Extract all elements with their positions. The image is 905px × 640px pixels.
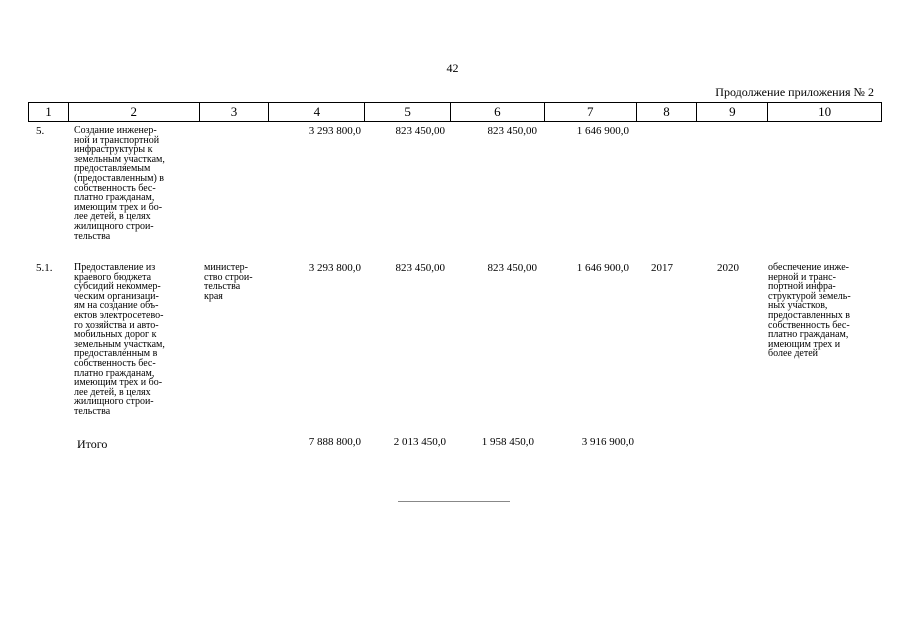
row-executor: министер- ство строи- тельства края bbox=[204, 262, 253, 302]
end-rule bbox=[398, 501, 510, 502]
header-col-8: 8 bbox=[637, 103, 698, 121]
row-description: Предоставление из краевого бюджета субсидий некоммер- ческим организаци- ям на создание объ- ектов электросетево- го хозяйства и авто- мобильных дорог к земельным участкам, предоставленным в собственность бес- платно гражданам, имеющим трех и бо- лее детей, в целях жилищного строи- тельства bbox=[74, 262, 165, 417]
row-end-year: 2020 bbox=[717, 262, 739, 274]
continuation-label: Продолжение приложения № 2 bbox=[715, 85, 874, 99]
row-expected-result: обеспечение инже- нерной и транс- портной инфра- структурой земель- ных участков, предоставленных в собственность бес- платно гражданам, имеющим трех и более детей bbox=[768, 262, 851, 360]
row-amount-year-1: 823 450,00 bbox=[395, 262, 445, 274]
header-col-6: 6 bbox=[451, 103, 545, 121]
total-amount-year-3: 3 916 900,0 bbox=[581, 436, 634, 448]
header-col-4: 4 bbox=[269, 103, 365, 121]
header-col-5: 5 bbox=[365, 103, 451, 121]
header-col-3: 3 bbox=[200, 103, 270, 121]
header-col-1: 1 bbox=[29, 103, 69, 121]
page-number: 42 bbox=[446, 61, 459, 75]
row-number: 5. bbox=[36, 125, 45, 137]
header-col-10: 10 bbox=[818, 104, 832, 119]
row-total-amount: 3 293 800,0 bbox=[308, 262, 361, 274]
header-col-7: 7 bbox=[545, 103, 637, 121]
table-header-row bbox=[28, 102, 882, 122]
row-amount-year-3: 1 646 900,0 bbox=[576, 125, 629, 137]
total-amount-year-1: 2 013 450,0 bbox=[393, 436, 446, 448]
row-number: 5.1. bbox=[36, 262, 53, 274]
row-start-year: 2017 bbox=[651, 262, 673, 274]
row-amount-year-3: 1 646 900,0 bbox=[576, 262, 629, 274]
row-total-amount: 3 293 800,0 bbox=[308, 125, 361, 137]
total-label: Итого bbox=[77, 437, 108, 451]
row-amount-year-1: 823 450,00 bbox=[395, 125, 445, 137]
row-amount-year-2: 823 450,00 bbox=[487, 262, 537, 274]
row-description: Создание инженер- ной и транспортной инфраструктуры к земельным участкам, предоставляемым (предоставленным) в собственность бес- платно гражданам, имеющим трех и бо- лее детей, в целях жилищного строи- тельства bbox=[74, 125, 165, 242]
header-col-2: 2 bbox=[69, 103, 200, 121]
total-amount-year-2: 1 958 450,0 bbox=[481, 436, 534, 448]
row-amount-year-2: 823 450,00 bbox=[487, 125, 537, 137]
total-amount: 7 888 800,0 bbox=[308, 436, 361, 448]
header-col-9: 9 bbox=[697, 103, 768, 121]
